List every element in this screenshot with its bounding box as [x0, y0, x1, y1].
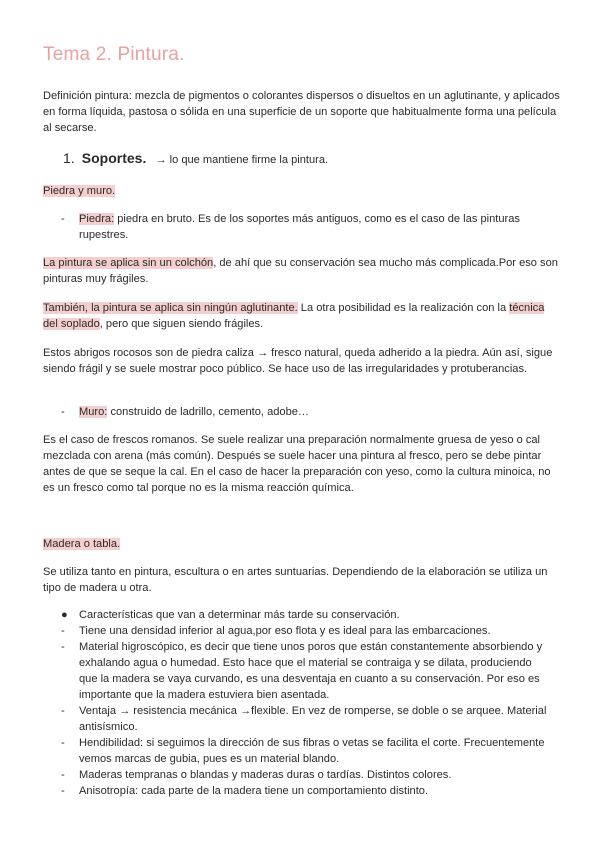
- list-item-text: Características que van a determinar más tarde su conservación.: [79, 609, 400, 621]
- subheading-madera: [43, 536, 120, 552]
- list-item: [61, 639, 551, 703]
- list-item: [61, 767, 551, 783]
- paragraph-aglutinante: [43, 300, 561, 332]
- list-item: [61, 703, 551, 735]
- section-number: 1.: [63, 150, 75, 166]
- list-item-text: Anisotropía: cada parte de la madera tiene un comportamiento distinto.: [79, 785, 429, 797]
- definition-paragraph: Definición pintura: mezcla de pigmentos o colorantes dispersos o disueltos en un aglutinante, y aplicados en forma líquida, pastosa o sólida en una superficie de un soporte que habitualmente forma una película al secarse.: [43, 90, 560, 134]
- list-marker: -: [61, 705, 65, 717]
- list-marker: -: [61, 737, 65, 749]
- subheading-piedra: [43, 183, 115, 199]
- paragraph-abrigos: Estos abrigos rocosos son de piedra caliza → fresco natural, queda adherido a la piedra. Aún así, sigue siendo frágil y se suele mostrar poco público. Se hace uso de las irregularidades y protuberancias.: [43, 347, 553, 375]
- text-colchon-rest: , de ahí que su conservación sea mucho más complicada.Por eso son pinturas muy frágiles.: [43, 257, 558, 285]
- text-aglutinante-mid: La otra posibilidad es la realización con la: [297, 302, 510, 314]
- list-item-text: Tiene una densidad inferior al agua,por eso flota y es ideal para las embarcaciones.: [79, 625, 491, 637]
- list-marker: -: [61, 769, 65, 781]
- list-marker: ●: [61, 609, 68, 621]
- list-marker: -: [61, 406, 65, 418]
- subheading-madera-text: Madera o tabla.: [43, 538, 121, 550]
- list-item: [61, 783, 551, 799]
- list-item-piedra: [61, 211, 551, 243]
- page-title: Tema 2. Pintura.: [43, 44, 185, 65]
- text-soplado-rest: , pero que siguen siendo frágiles.: [99, 318, 264, 330]
- section-note: → lo que mantiene firme la pintura.: [155, 154, 329, 166]
- paragraph-madera-intro: Se utiliza tanto en pintura, escultura o en artes suntuarias. Dependiendo de la elaboración se utiliza un tipo de madera u otra.: [43, 566, 548, 594]
- list-marker: -: [61, 641, 65, 653]
- section-title: Soportes.: [81, 150, 147, 166]
- list-item-text: Hendibilidad: si seguimos la dirección de sus fibras o vetas se facilita el corte. Frecuentemente vemos marcas de gubia, pues es un material blando.: [79, 737, 545, 765]
- item-label-piedra: Piedra:: [79, 213, 115, 225]
- subheading-piedra-text: Piedra y muro.: [43, 185, 116, 197]
- list-item: [61, 735, 551, 767]
- list-marker: -: [61, 785, 65, 797]
- highlight-soplado: técnica del soplado: [43, 302, 545, 330]
- highlight-aglutinante: También, la pintura se aplica sin ningún aglutinante.: [43, 302, 298, 314]
- item-text-muro: construido de ladrillo, cemento, adobe…: [107, 406, 310, 418]
- list-item-text: Ventaja → resistencia mecánica →flexible. En vez de romperse, se doble o se arquee. Material antisísmico.: [79, 705, 547, 733]
- list-item-text: Maderas tempranas o blandas y maderas duras o tardías. Distintos colores.: [79, 769, 452, 781]
- list-item-text: Material higroscópico, es decir que tiene unos poros que están constantemente absorbiendo y exhalando agua o humedad. Esto hace que el material se contraiga y se dilata, produciendo que la madera se vaya curvando, es una desventaja en cuanto a su conservación. Por eso es importante que la madera estuviera bien asentada.: [79, 641, 543, 701]
- list-item: [61, 623, 551, 639]
- item-label-muro: Muro:: [79, 406, 108, 418]
- paragraph-frescos: Es el caso de frescos romanos. Se suele realizar una preparación normalmente gruesa de yeso o cal mezclada con arena (más común). Después se suele hacer una pintura al fresco, pero se debe pintar antes de que se seque la cal. En el caso de hacer la preparación con yeso, como la cultura minoica, no es un fresco como tal porque no es la misma reacción química.: [43, 434, 551, 494]
- item-text-piedra: piedra en bruto. Es de los soportes más antiguos, como es el caso de las pinturas rupestres.: [79, 213, 520, 241]
- list-marker: -: [61, 213, 65, 225]
- section-heading-soportes: [63, 150, 328, 166]
- paragraph-colchon: [43, 255, 561, 287]
- list-item: [61, 607, 551, 623]
- list-item-muro: [61, 404, 551, 420]
- highlight-colchon: La pintura se aplica sin un colchón: [43, 257, 214, 269]
- list-marker: -: [61, 625, 65, 637]
